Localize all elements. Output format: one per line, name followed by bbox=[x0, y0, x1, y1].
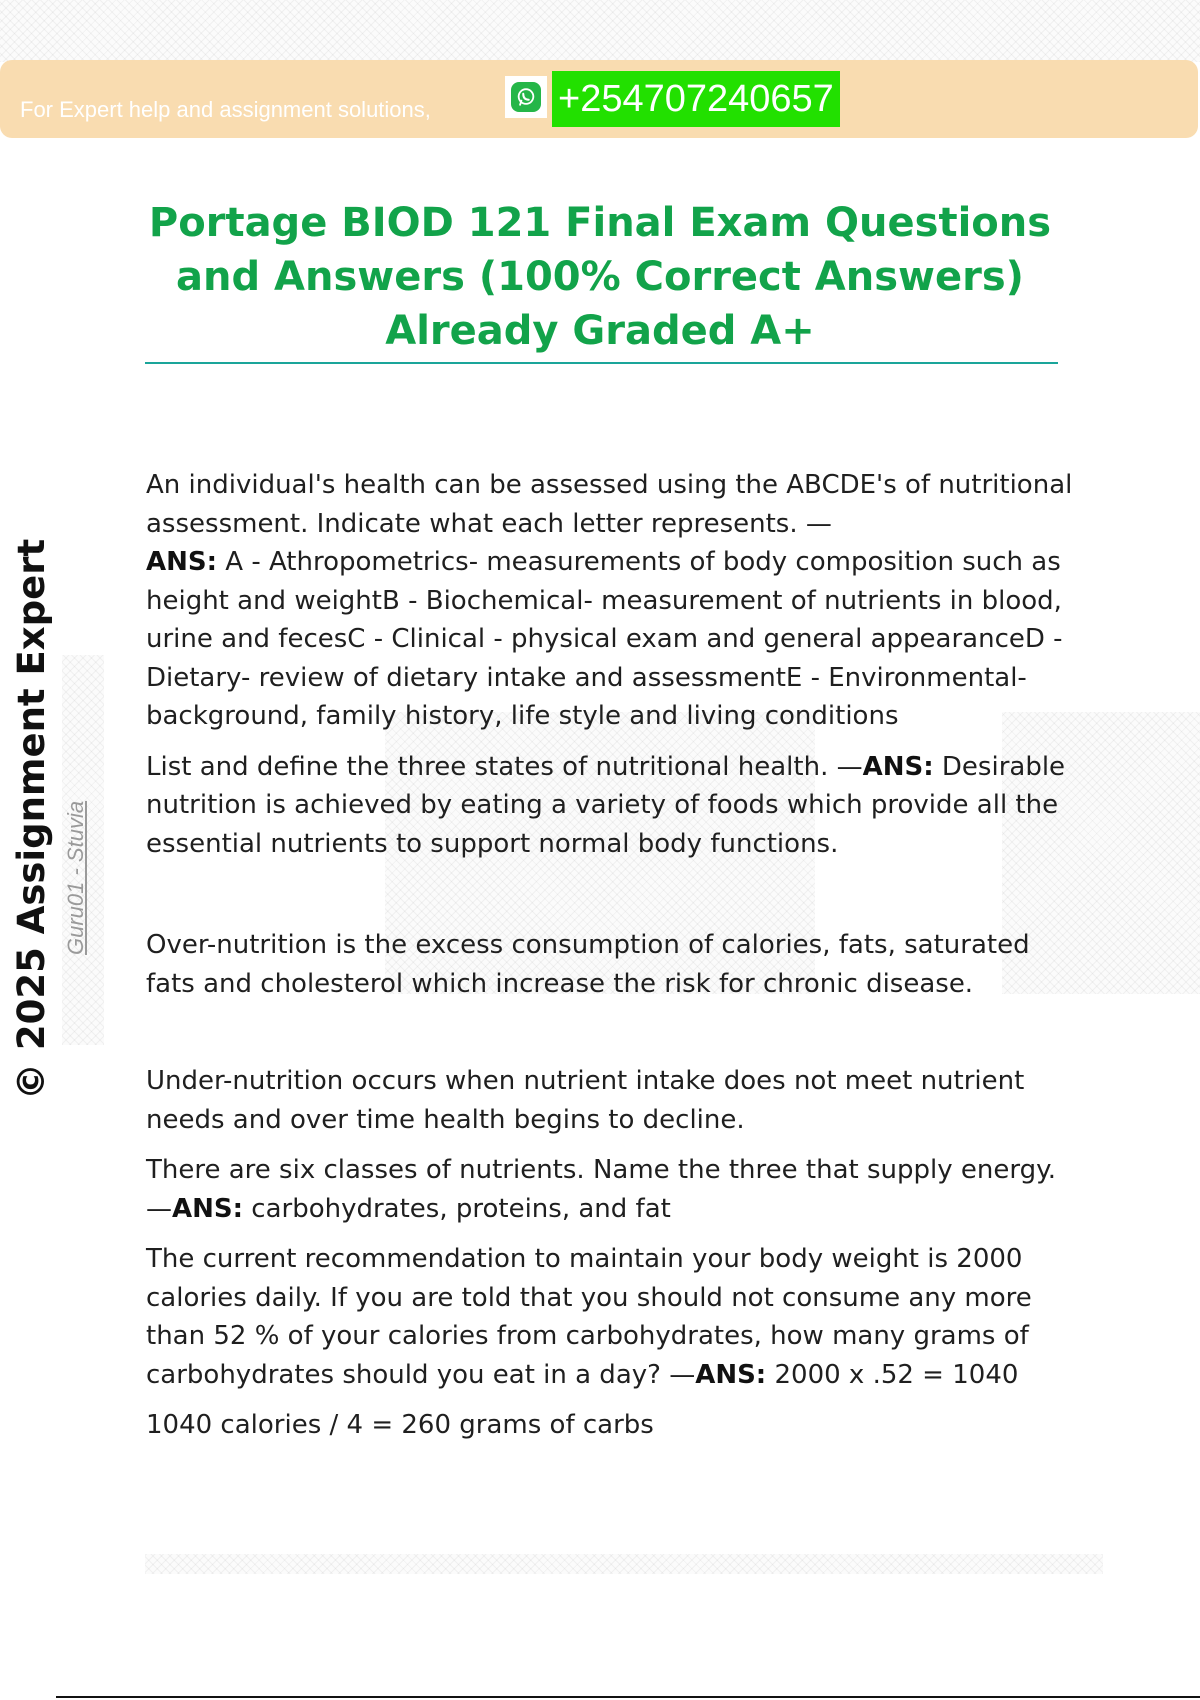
qa-item bbox=[146, 1151, 1076, 1228]
page-title bbox=[145, 196, 1055, 358]
ans-label: ANS: bbox=[146, 547, 218, 577]
question-text: The current recommendation to maintain your body weight is 2000 calories daily. If you are told that you should not consume any more than 52 % of your calories from carbohydrates, how many grams of carbohydrates should you eat in a day? — bbox=[146, 1244, 1032, 1390]
ans-label: ANS: bbox=[695, 1359, 767, 1390]
title-underline bbox=[145, 362, 1058, 364]
divider-pattern bbox=[145, 1554, 1103, 1574]
whatsapp-icon bbox=[511, 82, 541, 112]
phone-number[interactable]: +254707240657 bbox=[552, 71, 840, 127]
title-line-2: and Answers (100% Correct Answers) bbox=[176, 254, 1024, 300]
title-line-1: Portage BIOD 121 Final Exam Questions bbox=[148, 200, 1052, 246]
ans-label: ANS: bbox=[862, 751, 934, 782]
banner-text: For Expert help and assignment solutions, bbox=[20, 97, 431, 122]
copyright-watermark: © 2025 Assignment Expert bbox=[10, 538, 53, 1100]
qa-item bbox=[146, 1240, 1076, 1394]
title-line-3: Already Graded A+ bbox=[385, 308, 815, 354]
qa-item bbox=[146, 466, 1076, 736]
qa-item bbox=[146, 748, 1076, 864]
question-text: There are six classes of nutrients. Name the three that supply energy. — bbox=[146, 1155, 1057, 1224]
qa-content bbox=[146, 466, 1076, 1445]
answer-text: A - Athropometrics- measurements of body composition such as height and weightB - Biochemical- measurement of nutrients in blood, urine and fecesC - Clinical - physical exam and general appearanceD - Dietary- review of dietary intake and assessmentE - Environmental- background, family history, life style and living conditions bbox=[146, 547, 1063, 731]
answer-text: carbohydrates, proteins, and fat bbox=[251, 1193, 671, 1224]
whatsapp-badge[interactable] bbox=[505, 76, 547, 118]
ans-label: ANS: bbox=[172, 1193, 244, 1224]
footer-rule bbox=[56, 1696, 1200, 1698]
question-text: List and define the three states of nutritional health. — bbox=[146, 751, 863, 782]
question-text: An individual's health can be assessed using the ABCDE's of nutritional assessment. Indicate what each letter represents. — bbox=[146, 470, 1073, 539]
answer-paragraph: Over-nutrition is the excess consumption of calories, fats, saturated fats and cholesterol which increase the risk for chronic disease. bbox=[146, 930, 1030, 999]
answer-text: 2000 x .52 = 1040 bbox=[774, 1359, 1019, 1390]
header-pattern bbox=[0, 0, 1200, 62]
answer-paragraph: Under-nutrition occurs when nutrient intake does not meet nutrient needs and over time health begins to decline. bbox=[146, 1066, 1025, 1135]
answer-text: Desirable nutrition is achieved by eating a variety of foods which provide all the essential nutrients to support normal body functions. bbox=[146, 751, 1066, 859]
author-watermark: Guru01 - Stuvia bbox=[63, 800, 88, 955]
answer-paragraph: 1040 calories / 4 = 260 grams of carbs bbox=[146, 1410, 654, 1440]
